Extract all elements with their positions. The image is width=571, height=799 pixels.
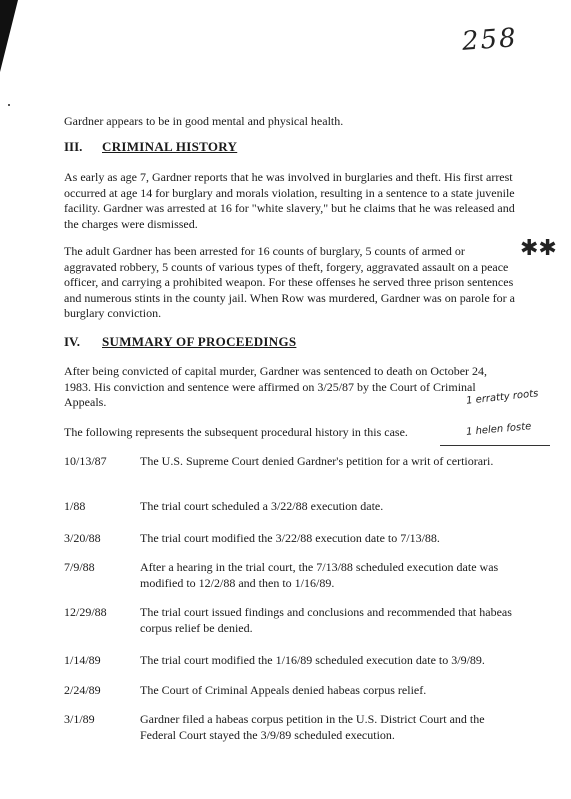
- section-number: IV.: [64, 334, 81, 349]
- entry-date: 12/29/88: [64, 605, 107, 619]
- handwritten-margin-note: 1 helen foste: [465, 421, 532, 438]
- section-title: SUMMARY OF PROCEEDINGS: [102, 334, 297, 349]
- handwritten-underline: [440, 445, 550, 446]
- criminal-history-paragraph-adult: The adult Gardner has been arrested for 16 counts of burglary, 5 counts of armed or aggravated robbery, 5 counts of various types of theft, forgery, aggravated assault on a peace officer, and carrying a prohibited weapon. For these offenses he served three prison sentences and numerous stints in the county jail. When Row was murdered, Gardner was on parole for a burglary conviction.: [64, 244, 515, 320]
- procedural-history-intro: The following represents the subsequent procedural history in this case.: [64, 425, 408, 439]
- section-title: CRIMINAL HISTORY: [102, 139, 238, 154]
- health-statement: Gardner appears to be in good mental and physical health.: [64, 114, 344, 128]
- entry-description: The trial court modified the 3/22/88 execution date to 7/13/88.: [140, 531, 440, 545]
- section-heading-criminal-history: [64, 139, 237, 155]
- entry-description: The trial court issued findings and conclusions and recommended that habeas corpus relief be denied.: [140, 605, 512, 635]
- entry-date: 1/14/89: [64, 653, 101, 667]
- proceedings-intro-paragraph: After being convicted of capital murder, Gardner was sentenced to death on October 24, 1983. His conviction and sentence were affirmed on 3/25/87 by the Court of Criminal Appeals.: [64, 364, 488, 409]
- entry-date: 1/88: [64, 499, 86, 513]
- entry-description: The trial court scheduled a 3/22/88 execution date.: [140, 499, 384, 513]
- entry-date: 3/20/88: [64, 531, 101, 545]
- entry-description: The trial court modified the 1/16/89 scheduled execution date to 3/9/89.: [140, 653, 485, 667]
- handwritten-page-number: 258: [461, 23, 519, 57]
- scan-corner-mark: [0, 0, 18, 72]
- entry-date: 10/13/87: [64, 454, 107, 468]
- handwritten-asterisks: ✱✱: [520, 236, 557, 261]
- section-number: III.: [64, 139, 83, 154]
- entry-date: 7/9/88: [64, 560, 95, 574]
- entry-description: After a hearing in the trial court, the 7/13/88 scheduled execution date was modified to 12/2/88 and then to 1/16/89.: [140, 560, 499, 590]
- entry-date: 3/1/89: [64, 712, 95, 726]
- section-heading-summary-of-proceedings: [64, 334, 296, 350]
- entry-description: The Court of Criminal Appeals denied habeas corpus relief.: [140, 683, 427, 697]
- scan-speck: [8, 104, 10, 106]
- entry-date: 2/24/89: [64, 683, 101, 697]
- handwritten-margin-note: 1 erratty roots: [465, 388, 539, 407]
- entry-description: Gardner filed a habeas corpus petition in the U.S. District Court and the Federal Court stayed the 3/9/89 scheduled execution.: [140, 712, 485, 742]
- criminal-history-paragraph-juvenile: As early as age 7, Gardner reports that he was involved in burglaries and theft. His first arrest occurred at age 14 for burglary and morals violation, resulting in a sentence to a state juvenile facility. Gardner was arrested at 16 for "white slavery," but he claims that he was released and the charges were dismissed.: [64, 170, 515, 231]
- entry-description: The U.S. Supreme Court denied Gardner's petition for a writ of certiorari.: [140, 454, 494, 468]
